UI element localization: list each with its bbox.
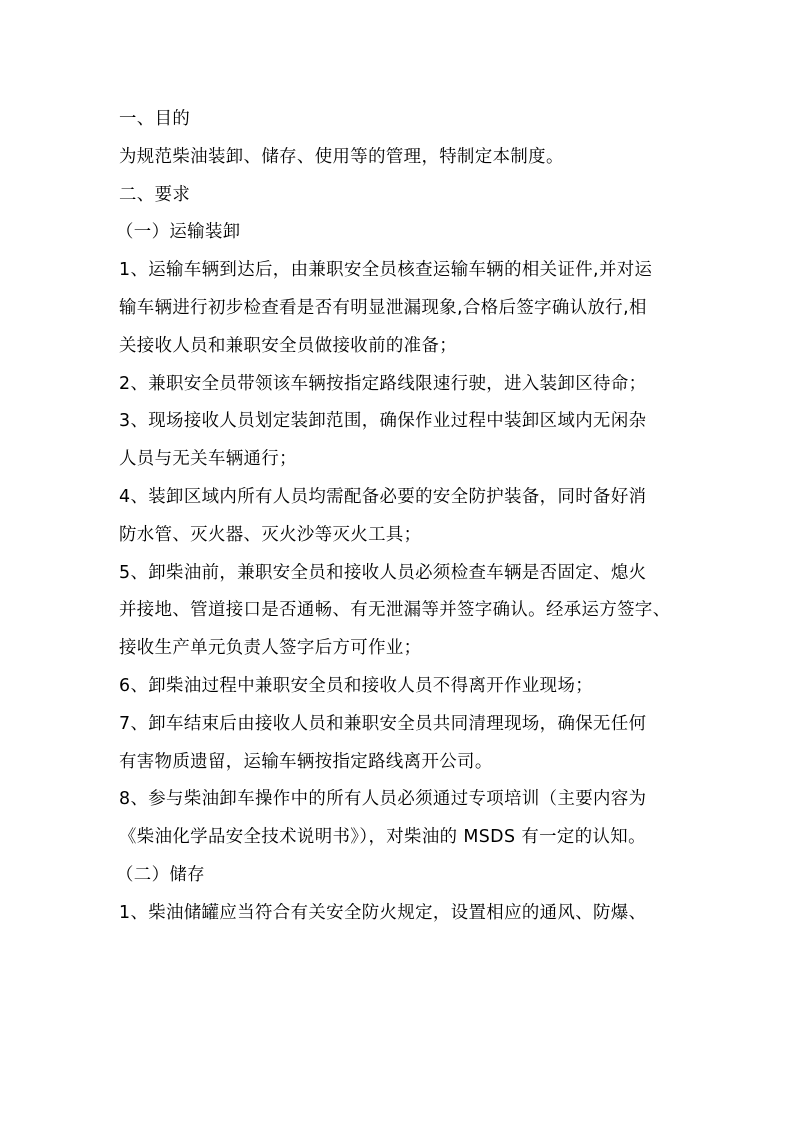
subsection-heading-storage: （二）储存 (116, 864, 205, 885)
item-1-line-2: 输车辆进行初步检查看是否有明显泄漏现象,合格后签字确认放行,相 (119, 297, 647, 318)
item-6-line-1: 6、卸柴油过程中兼职安全员和接收人员不得离开作业现场； (119, 675, 594, 696)
storage-item-1-line-1: 1、柴油储罐应当符合有关安全防火规定，设置相应的通风、防爆、 (119, 902, 647, 923)
section-heading-purpose: 一、目的 (119, 109, 191, 129)
item-7-line-1: 7、卸车结束后由接收人员和兼职安全员共同清理现场，确保无任何 (119, 713, 647, 734)
item-2-line-1: 2、兼职安全员带领该车辆按指定路线限速行驶，进入装卸区待命； (119, 373, 647, 394)
item-7-line-2: 有害物质遗留，运输车辆按指定路线离开公司。 (119, 751, 493, 772)
item-3-line-2: 人员与无关车辆通行； (119, 449, 297, 470)
document-body (116, 101, 679, 933)
subsection-heading-transport-unloading: （一）运输装卸 (116, 222, 241, 243)
item-8-line-1: 8、参与柴油卸车操作中的所有人员必须通过专项培训（主要内容为 (119, 789, 647, 810)
section-heading-requirements: 二、要求 (119, 184, 191, 205)
item-1-line-1: 1、运输车辆到达后，由兼职安全员核查运输车辆的相关证件,并对运 (119, 260, 653, 281)
item-5-line-3: 接收生产单元负责人签字后方可作业； (119, 638, 422, 659)
item-1-line-3: 关接收人员和兼职安全员做接收前的准备； (119, 335, 458, 356)
item-5-line-1: 5、卸柴油前，兼职安全员和接收人员必须检查车辆是否固定、熄火 (119, 562, 647, 583)
item-4-line-1: 4、装卸区域内所有人员均需配备必要的安全防护装备，同时备好消 (119, 486, 647, 507)
item-3-line-1: 3、现场接收人员划定装卸范围，确保作业过程中装卸区域内无闲杂 (119, 411, 647, 432)
item-4-line-2: 防水管、灭火器、灭火沙等灭火工具； (119, 524, 422, 545)
purpose-paragraph: 为规范柴油装卸、储存、使用等的管理，特制定本制度。 (119, 146, 564, 167)
item-5-line-2: 并接地、管道接口是否通畅、有无泄漏等并签字确认。经承运方签字、 (119, 600, 671, 621)
item-8-line-2: 《柴油化学品安全技术说明书》），对柴油的 MSDS 有一定的认知。 (119, 827, 646, 848)
